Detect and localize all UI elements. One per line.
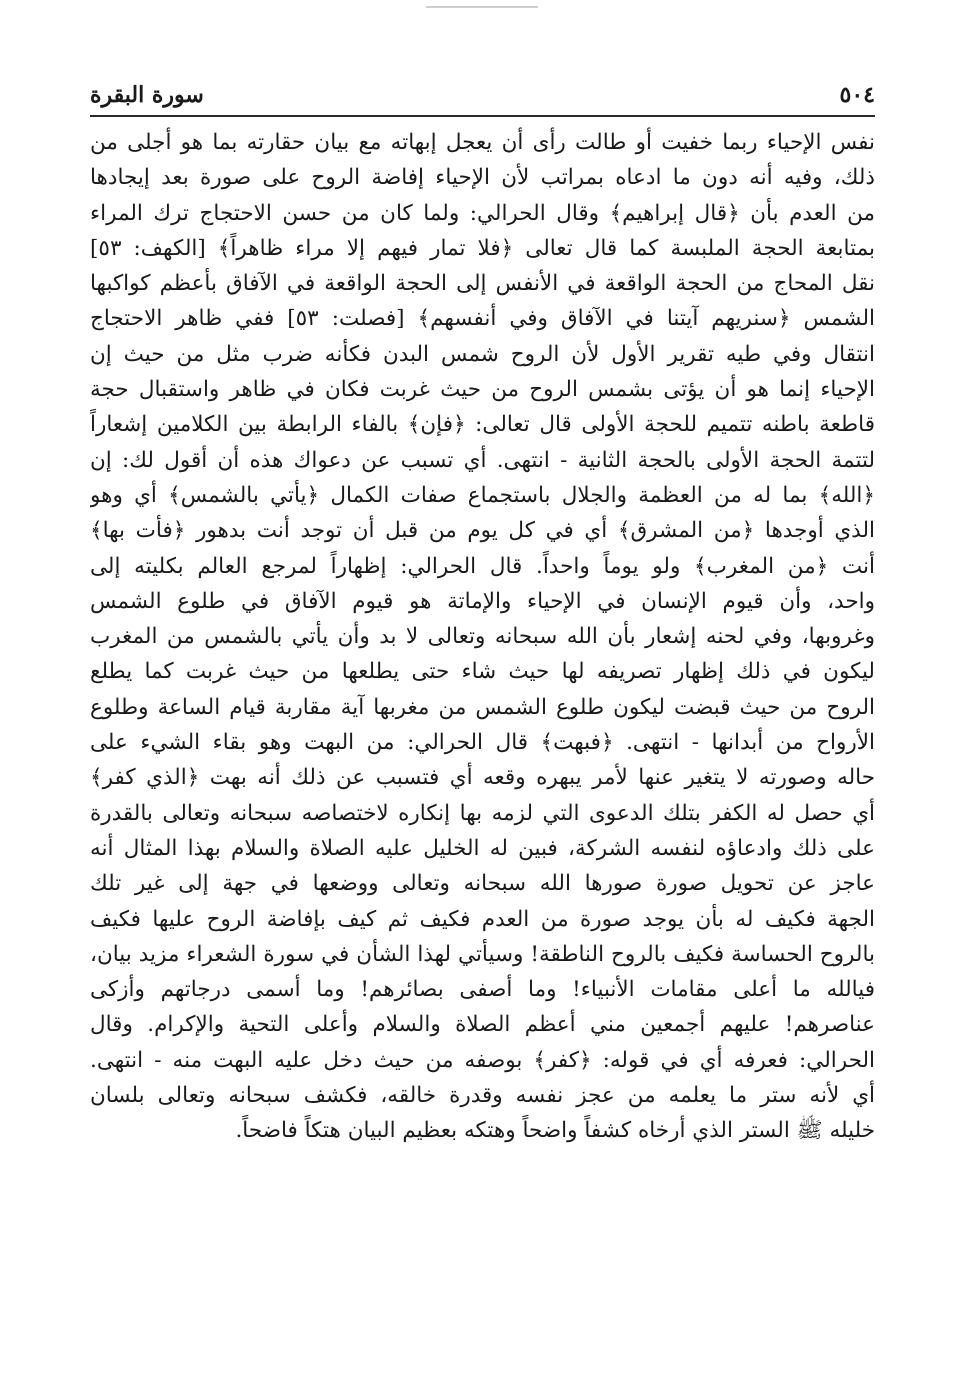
text-line-3: من العدم بأن ﴿قال إبراهيم﴾ وقال الحرالي: ولما كان من حسن الاحتجاج ترك المراء <box>90 200 875 226</box>
text-line-22: عاجز عن تحويل صورة صورها الله سبحانه وتعالى ووضعها في جهة إلى غير تلك <box>90 871 875 897</box>
header-divider <box>90 115 875 117</box>
page-header <box>90 80 875 110</box>
text-line-16: ليكون في ذلك إظهار تصريفه لها حيث شاء حتى يطلعها من حيث غربت كما يطلع <box>90 659 875 685</box>
text-line-19: حاله وصورته لا يتغير عنها لأمر يبهره وقعه أي فتسبب عن ذلك أنه بهت ﴿الذي كفر﴾ <box>90 765 875 791</box>
text-line-21: على ذلك وادعاؤه لنفسه الشركة، فبين له الخليل عليه الصلاة والسلام بهذا المثال أنه <box>90 835 875 861</box>
text-line-26: عناصرهم! عليهم أجمعين مني أعظم الصلاة والسلام وأعلى التحية والإكرام. وقال <box>90 1012 875 1038</box>
text-line-17: الروح من حيث قبضت ليكون طلوع الشمس من مغربها آية مقاربة قيام الساعة وطلوع <box>90 694 875 720</box>
text-line-11: ﴿الله﴾ بما له من العظمة والجلال باستجماع صفات الكمال ﴿يأتي بالشمس﴾ أي وهو <box>90 482 875 508</box>
text-line-25: فيالله ما أعلى مقامات الأنبياء! وما أصفى بصائرهم! وما أسمى درجاتهم وأزكى <box>90 977 875 1003</box>
surah-title: سورة البقرة <box>90 82 204 108</box>
body-text <box>90 125 875 1149</box>
text-line-12: الذي أوجدها ﴿من المشرق﴾ أي في كل يوم من قبل أن توجد أنت بدهور ﴿فأت بها﴾ <box>90 518 875 544</box>
text-line-10: لتتمة الحجة الأولى بالحجة الثانية - انتهى. أي تسبب عن دعواك هذه أن أقول لك: إن <box>90 447 875 473</box>
scan-edge-mark <box>426 6 538 8</box>
text-line-29: خليله ﷺ الستر الذي أرخاه كشفاً واضحاً وهتكه بعظيم البيان هتكاً فاضحاً. <box>235 1118 875 1144</box>
page-number: ٥٠٤ <box>839 82 875 108</box>
text-line-4: بمتابعة الحجة الملبسة كما قال تعالى ﴿فلا تمار فيهم إلا مراء ظاهراً﴾ [الكهف: ٥٣] <box>90 235 875 261</box>
text-line-24: بالروح الحساسة فكيف بالروح الناطقة! وسيأتي لهذا الشأن في سورة الشعراء مزيد بيان، <box>90 941 875 967</box>
text-line-7: انتقال وفي طيه تقرير الأول لأن الروح شمس البدن فكأنه ضرب مثل من حيث إن <box>90 341 875 367</box>
text-line-13: أنت ﴿من المغرب﴾ ولو يوماً واحداً. قال الحرالي: إظهاراً لمرجع العالم بكليته إلى <box>90 553 875 579</box>
text-line-23: الجهة فكيف له بأن يوجد صورة من العدم فكيف ثم كيف بإفاضة الروح عليها فكيف <box>90 906 875 932</box>
text-line-6: الشمس ﴿سنريهم آيتنا في الآفاق وفي أنفسهم﴾ [فصلت: ٥٣] ففي ظاهر الاحتجاج <box>90 306 875 332</box>
text-line-5: نقل المحاج من الحجة الواقعة في الأنفس إلى الحجة الواقعة في الآفاق بأعظم كواكبها <box>90 271 875 297</box>
text-line-28: أي لأنه ستر ما يعلمه من عجز نفسه وقدرة خالقه، فكشف سبحانه وتعالى بلسان <box>90 1083 875 1109</box>
text-line-1: نفس الإحياء ربما خفيت أو طالت رأى أن يعجل إبهاته مع بيان حقارته بما هو أجلى من <box>90 130 875 155</box>
text-line-20: أي حصل له الكفر بتلك الدعوى التي لزمه بها إنكاره لاختصاصه سبحانه وتعالى بالقدرة <box>90 800 875 826</box>
text-line-18: الأرواح من أبدانها - انتهى. ﴿فبهت﴾ قال الحرالي: من البهت وهو بقاء الشيء على <box>90 730 875 756</box>
text-line-2: ذلك، وفيه أنه دون ما ادعاه بمراتب لأن الإحياء إفاضة الروح على صورة بعد إيجادها <box>90 165 875 191</box>
text-line-8: الإحياء إنما هو أن يؤتى بشمس الروح من حيث غربت فكان في ظاهر واستقبال حجة <box>90 377 875 403</box>
text-line-15: وغروبها، وفي لحنه إشعار بأن الله سبحانه وتعالى لا بد وأن يأتي بالشمس من المغرب <box>90 624 875 650</box>
text-line-14: واحد، وأن قيوم الإنسان في الإحياء والإماتة هو قيوم الآفاق في طلوع الشمس <box>90 588 875 614</box>
text-line-27: الحرالي: فعرفه أي في قوله: ﴿كفر﴾ بوصفه من حيث دخل عليه البهت منه - انتهى. <box>90 1047 875 1073</box>
text-line-9: قاطعة باطنه تتميم للحجة الأولى قال تعالى: ﴿فإن﴾ بالفاء الرابطة بين الكلامين إشعاراً <box>90 412 875 438</box>
